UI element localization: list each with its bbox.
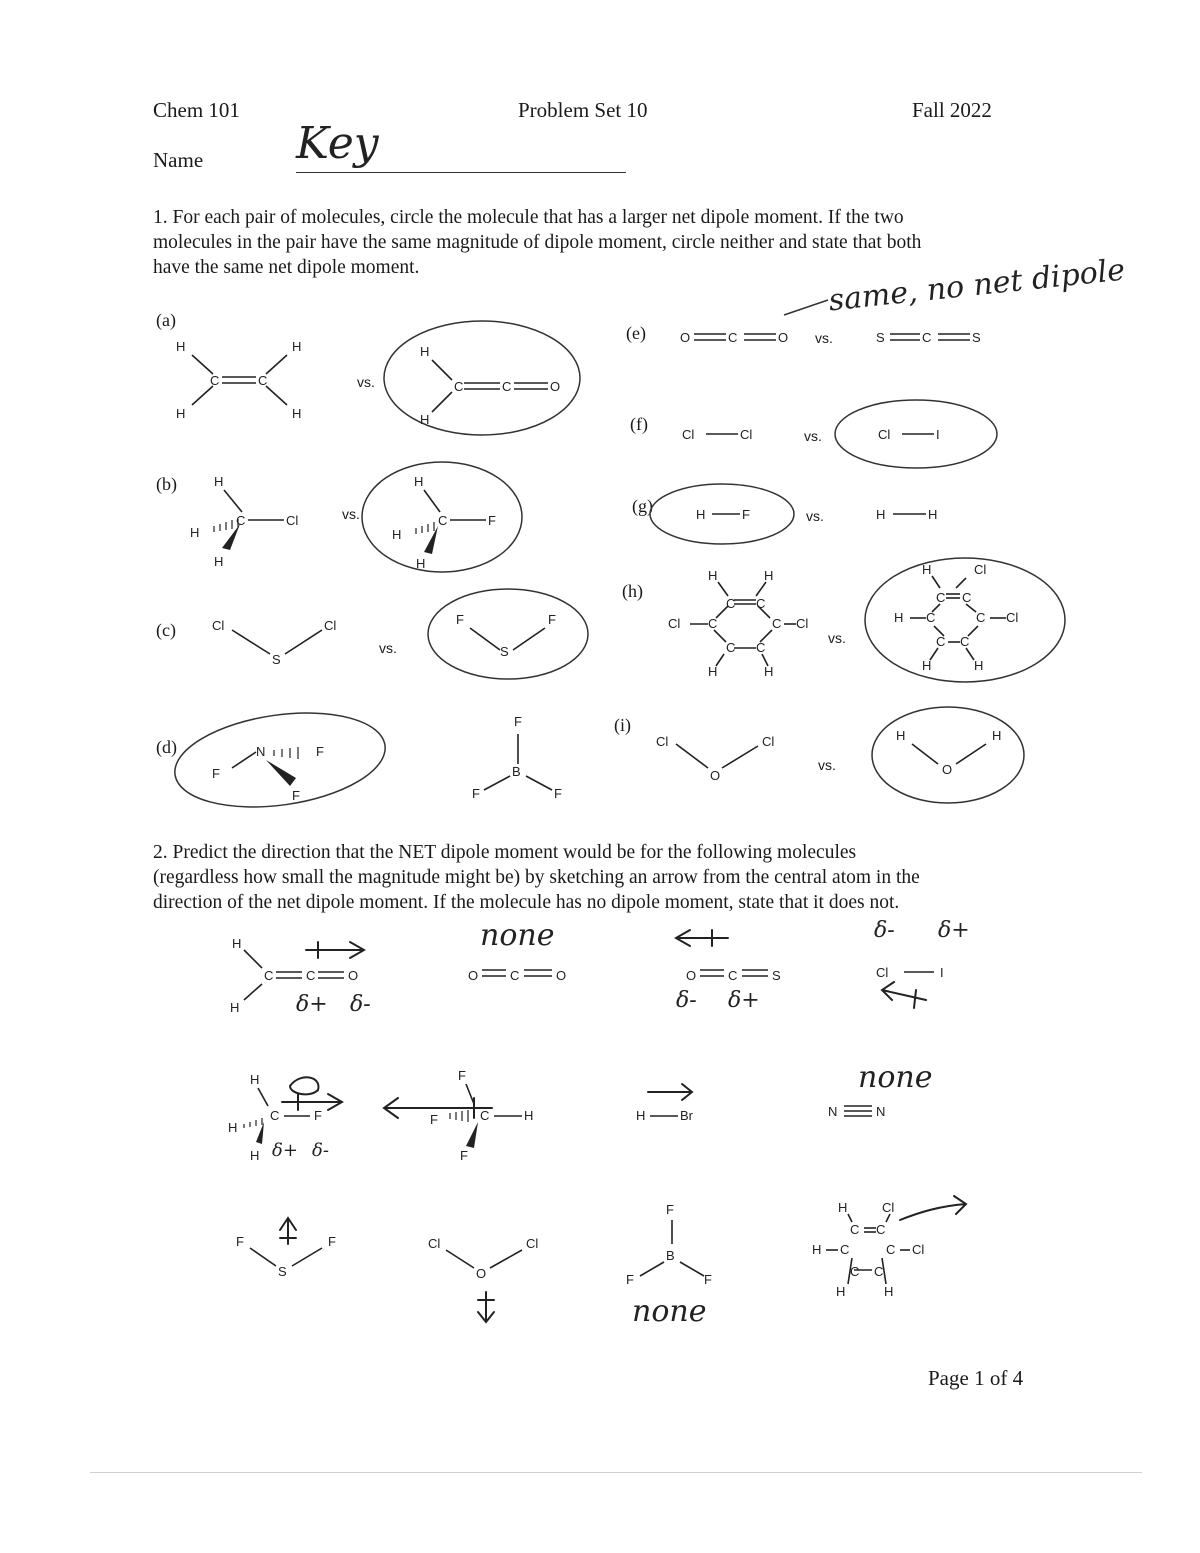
- svg-text:H: H: [420, 412, 430, 427]
- q2-line-1: 2. Predict the direction that the NET dipole moment would be for the following molecules: [153, 842, 857, 863]
- svg-text:H: H: [176, 339, 186, 354]
- svg-text:C: C: [708, 616, 718, 631]
- svg-text:S: S: [772, 968, 781, 983]
- svg-text:C: C: [210, 373, 220, 388]
- svg-text:N: N: [828, 1104, 838, 1119]
- vs-f: vs.: [804, 428, 822, 444]
- svg-text:Cl: Cl: [740, 427, 753, 442]
- handwritten-note-e: same, no net dipole: [826, 252, 1127, 319]
- svg-text:F: F: [742, 507, 750, 522]
- svg-text:C: C: [850, 1222, 860, 1237]
- svg-text:H: H: [812, 1242, 822, 1257]
- svg-text:F: F: [626, 1272, 634, 1287]
- svg-text:O: O: [348, 968, 359, 983]
- delta-plus-icl: δ+: [938, 918, 970, 943]
- svg-text:C: C: [976, 610, 986, 625]
- svg-text:H: H: [708, 568, 718, 583]
- label-b: (b): [156, 474, 177, 494]
- q2-line-3: direction of the net dipole moment. If the molecule has no dipole moment, state that it does not.: [153, 892, 900, 913]
- course-name: Chem 101: [153, 98, 240, 122]
- svg-text:C: C: [270, 1108, 280, 1123]
- svg-text:H: H: [636, 1108, 646, 1123]
- svg-text:H: H: [292, 406, 302, 421]
- svg-text:C: C: [454, 379, 464, 394]
- svg-text:F: F: [316, 744, 324, 759]
- svg-text:H: H: [836, 1284, 846, 1299]
- none-co2: none: [480, 918, 555, 953]
- svg-text:Cl: Cl: [668, 616, 681, 631]
- delta-plus-ch3f: δ+: [272, 1140, 298, 1161]
- svg-text:C: C: [962, 590, 972, 605]
- svg-text:F: F: [472, 786, 480, 801]
- delta-plus-ketene: δ+: [296, 992, 328, 1017]
- svg-text:F: F: [430, 1112, 438, 1127]
- svg-text:C: C: [850, 1264, 860, 1279]
- svg-text:C: C: [306, 968, 316, 983]
- svg-text:H: H: [292, 339, 302, 354]
- svg-text:H: H: [214, 474, 224, 489]
- svg-text:F: F: [548, 612, 556, 627]
- svg-text:H: H: [928, 507, 938, 522]
- problem-set-title: Problem Set 10: [518, 98, 648, 122]
- svg-text:C: C: [756, 596, 766, 611]
- svg-text:C: C: [886, 1242, 896, 1257]
- svg-text:F: F: [456, 612, 464, 627]
- svg-text:S: S: [972, 330, 981, 345]
- svg-text:N: N: [876, 1104, 886, 1119]
- svg-text:C: C: [438, 513, 448, 528]
- svg-text:F: F: [554, 786, 562, 801]
- svg-text:O: O: [942, 762, 953, 777]
- svg-text:Cl: Cl: [796, 616, 809, 631]
- svg-text:C: C: [936, 634, 946, 649]
- svg-text:C: C: [510, 968, 520, 983]
- svg-text:O: O: [476, 1266, 487, 1281]
- svg-text:O: O: [778, 330, 789, 345]
- svg-text:F: F: [212, 766, 220, 781]
- svg-text:C: C: [264, 968, 274, 983]
- label-e: (e): [626, 323, 646, 343]
- delta-minus-icl: δ-: [874, 918, 895, 943]
- label-f: (f): [630, 414, 648, 434]
- delta-minus-ketene: δ-: [350, 992, 371, 1017]
- svg-text:H: H: [764, 568, 774, 583]
- svg-text:C: C: [926, 610, 936, 625]
- label-g: (g): [632, 496, 653, 516]
- svg-text:Cl: Cl: [428, 1236, 441, 1251]
- svg-text:S: S: [272, 652, 281, 667]
- svg-text:S: S: [500, 644, 509, 659]
- svg-text:C: C: [756, 640, 766, 655]
- vs-b: vs.: [342, 506, 360, 522]
- svg-text:Cl: Cl: [656, 734, 669, 749]
- svg-text:H: H: [392, 527, 402, 542]
- svg-text:C: C: [728, 330, 738, 345]
- delta-plus-ocs: δ+: [728, 988, 760, 1013]
- label-a: (a): [156, 310, 176, 330]
- svg-text:S: S: [876, 330, 885, 345]
- svg-text:C: C: [874, 1264, 884, 1279]
- svg-text:Cl: Cl: [876, 965, 889, 980]
- svg-text:H: H: [416, 556, 426, 571]
- svg-text:C: C: [936, 590, 946, 605]
- label-h: (h): [622, 581, 643, 601]
- svg-text:I: I: [940, 965, 944, 980]
- name-value: Key: [296, 118, 379, 169]
- svg-text:O: O: [686, 968, 697, 983]
- svg-text:Cl: Cl: [212, 618, 225, 633]
- svg-text:C: C: [876, 1222, 886, 1237]
- svg-text:H: H: [228, 1120, 238, 1135]
- label-c: (c): [156, 620, 176, 640]
- svg-text:F: F: [292, 788, 300, 803]
- svg-text:C: C: [726, 596, 736, 611]
- svg-text:Cl: Cl: [762, 734, 775, 749]
- name-label: Name: [153, 148, 204, 172]
- svg-text:H: H: [230, 1000, 240, 1015]
- none-bf3: none: [632, 1294, 707, 1329]
- svg-text:C: C: [840, 1242, 850, 1257]
- svg-text:C: C: [502, 379, 512, 394]
- svg-text:H: H: [250, 1148, 260, 1163]
- svg-text:Cl: Cl: [878, 427, 891, 442]
- svg-text:I: I: [936, 427, 940, 442]
- svg-text:O: O: [550, 379, 561, 394]
- svg-text:F: F: [328, 1234, 336, 1249]
- svg-text:F: F: [460, 1148, 468, 1163]
- svg-text:F: F: [314, 1108, 322, 1123]
- svg-text:H: H: [708, 664, 718, 679]
- svg-text:F: F: [236, 1234, 244, 1249]
- svg-text:H: H: [896, 728, 906, 743]
- svg-text:F: F: [458, 1068, 466, 1083]
- q1-line-1: 1. For each pair of molecules, circle the molecule that has a larger net dipole moment. If the two: [153, 207, 904, 228]
- svg-text:B: B: [512, 764, 521, 779]
- svg-text:F: F: [514, 714, 522, 729]
- vs-g: vs.: [806, 508, 824, 524]
- label-i: (i): [614, 715, 631, 735]
- vs-e: vs.: [815, 330, 833, 346]
- svg-text:H: H: [764, 664, 774, 679]
- svg-text:H: H: [922, 658, 932, 673]
- svg-text:F: F: [704, 1272, 712, 1287]
- svg-text:H: H: [232, 936, 242, 951]
- svg-text:H: H: [922, 562, 932, 577]
- svg-text:H: H: [414, 474, 424, 489]
- svg-text:F: F: [666, 1202, 674, 1217]
- svg-text:H: H: [524, 1108, 534, 1123]
- svg-text:H: H: [974, 658, 984, 673]
- svg-text:H: H: [176, 406, 186, 421]
- svg-text:Cl: Cl: [882, 1200, 895, 1215]
- svg-text:S: S: [278, 1264, 287, 1279]
- q1-line-2: molecules in the pair have the same magnitude of dipole moment, circle neither and state that both: [153, 232, 922, 253]
- svg-text:Cl: Cl: [912, 1242, 925, 1257]
- scan-edge-line: [90, 1472, 1142, 1473]
- svg-text:Cl: Cl: [1006, 610, 1019, 625]
- svg-text:Cl: Cl: [286, 513, 299, 528]
- page-number: Page 1 of 4: [928, 1366, 1024, 1390]
- svg-text:H: H: [838, 1200, 848, 1215]
- vs-h: vs.: [828, 630, 846, 646]
- svg-text:H: H: [420, 344, 430, 359]
- svg-text:Br: Br: [680, 1108, 693, 1123]
- svg-text:O: O: [680, 330, 691, 345]
- q2-structures: [0, 920, 1200, 1340]
- svg-text:H: H: [884, 1284, 894, 1299]
- svg-text:C: C: [726, 640, 736, 655]
- svg-text:C: C: [728, 968, 738, 983]
- svg-text:B: B: [666, 1248, 675, 1263]
- svg-text:N: N: [256, 744, 266, 759]
- svg-text:H: H: [190, 525, 200, 540]
- svg-text:H: H: [894, 610, 904, 625]
- vs-i: vs.: [818, 757, 836, 773]
- svg-text:C: C: [236, 513, 246, 528]
- svg-text:C: C: [960, 634, 970, 649]
- delta-minus-ch3f: δ-: [312, 1140, 329, 1161]
- q2-line-2: (regardless how small the magnitude might be) by sketching an arrow from the central atom in the: [153, 867, 920, 888]
- svg-text:C: C: [772, 616, 782, 631]
- svg-text:H: H: [876, 507, 886, 522]
- vs-c: vs.: [379, 640, 397, 656]
- svg-text:Cl: Cl: [324, 618, 337, 633]
- delta-minus-ocs: δ-: [676, 988, 697, 1013]
- vs-a: vs.: [357, 374, 375, 390]
- svg-text:Cl: Cl: [974, 562, 987, 577]
- svg-text:H: H: [214, 554, 224, 569]
- svg-text:O: O: [468, 968, 479, 983]
- svg-text:H: H: [992, 728, 1002, 743]
- svg-text:Cl: Cl: [682, 427, 695, 442]
- q1-line-3: have the same net dipole moment.: [153, 257, 420, 278]
- svg-text:F: F: [488, 513, 496, 528]
- term: Fall 2022: [912, 98, 992, 122]
- none-n2: none: [858, 1060, 933, 1095]
- svg-text:H: H: [696, 507, 706, 522]
- svg-text:C: C: [922, 330, 932, 345]
- svg-text:Cl: Cl: [526, 1236, 539, 1251]
- svg-text:O: O: [556, 968, 567, 983]
- svg-text:H: H: [250, 1072, 260, 1087]
- label-d: (d): [156, 737, 177, 757]
- svg-text:C: C: [258, 373, 268, 388]
- svg-text:C: C: [480, 1108, 490, 1123]
- svg-text:O: O: [710, 768, 721, 783]
